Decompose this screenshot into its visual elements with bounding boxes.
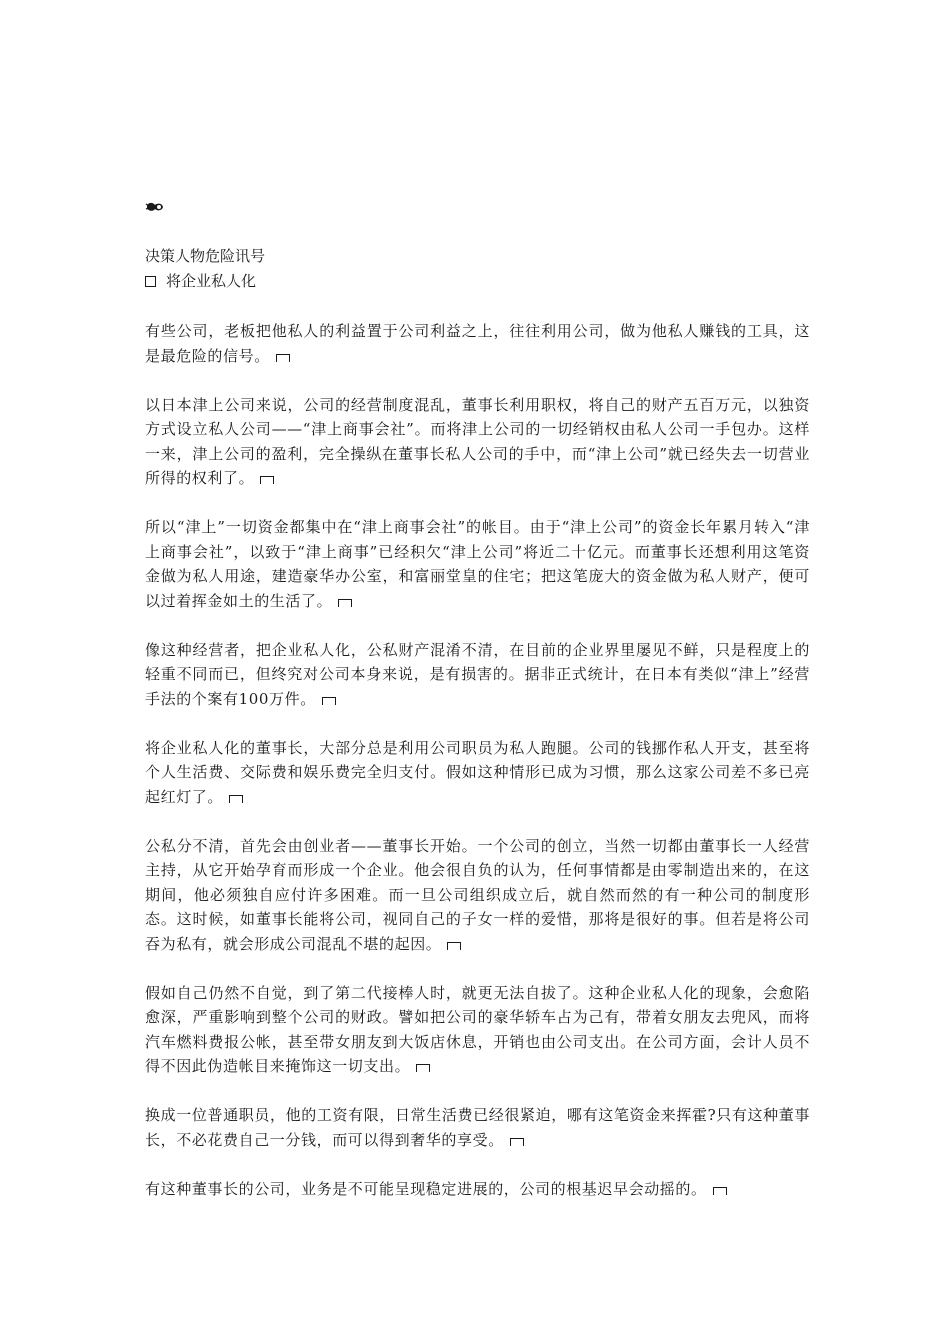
subheading-text: 将企业私人化 [166,272,257,290]
paragraph: 所以“津上”一切资金都集中在“津上商事会社”的帐目。由于“津上公司”的资金长年累月转入“津上商事会社”，以致于“津上商事”已经积欠“津上公司”将近二十亿元。而董事长还想利用这笔资金做为私人用途，建造豪华办公室，和富丽堂皇的住宅；把这笔庞大的资金做为私人财产，便可以过着挥金如土的生活了。 [145,518,810,610]
paragraph: 有些公司，老板把他私人的利益置于公司利益之上，往往利用公司，做为他私人赚钱的工具，这是最危险的信号。 [145,322,810,365]
checkbox-icon [145,276,156,287]
ornament-icon [145,200,165,214]
paragraph-mark-icon [447,942,461,950]
paragraph-mark-icon [276,354,290,362]
paragraph: 以日本津上公司来说，公司的经营制度混乱，董事长利用职权，将自己的财产五百万元，以独资方式设立私人公司——“津上商事会社”。而将津上公司的一切经销权由私人公司一手包办。这样一来，津上公司的盈利，完全操纵在董事长私人公司的手中，而“津上公司”就已经失去一切营业所得的权利了。 [145,395,810,487]
paragraph-mark-icon [338,599,352,607]
paragraph-mark-icon [260,476,274,484]
paragraph: 公私分不清，首先会由创业者——董事长开始。一个公司的创立，当然一切都由董事长一人经营主持，从它开始孕育而形成一个企业。他会很自负的认为，任何事情都是由零制造出来的，在这期间，他必须独自应付许多困难。而一旦公司组织成立后，就自然而然的有一种公司的制度形态。这时候，如董事长能将公司，视同自己的子女一样的爱惜，那将是很好的事。但若是将公司吞为私有，就会形成公司混乱不堪的起因。 [145,836,810,953]
document-heading: 决策人物危险讯号 [145,247,266,265]
paragraph-mark-icon [416,1064,430,1072]
paragraph-mark-icon [713,1187,727,1195]
paragraph: 假如自己仍然不自觉，到了第二代接棒人时，就更无法自拔了。这种企业私人化的现象，会愈陷愈深，严重影响到整个公司的财政。譬如把公司的豪华轿车占为己有，带着女朋友去兜风，而将汽车燃料费报公帐，甚至带女朋友到大饭店休息，开销也由公司支出。在公司方面，会计人员不得不因此伪造帐目来掩饰这一切支出。 [145,983,810,1075]
paragraph: 将企业私人化的董事长，大部分总是利用公司职员为私人跑腿。公司的钱挪作私人开支，甚至将个人生活费、交际费和娱乐费完全归支付。假如这种情形已成为习惯，那么这家公司差不多已亮起红灯了。 [145,738,810,806]
document-subheading [145,269,810,294]
paragraph-mark-icon [322,697,336,705]
paragraph: 像这种经营者，把企业私人化，公私财产混淆不清，在目前的企业界里屡见不鲜，只是程度上的轻重不同而已，但终究对公司本身来说，是有损害的。据非正式统计，在日本有类似“津上”经营手法的个案有100万件。 [145,640,810,708]
document-page [145,200,810,1226]
paragraph-mark-icon [510,1138,524,1146]
paragraph: 有这种董事长的公司，业务是不可能呈现稳定进展的，公司的根基迟早会动摇的。 [145,1177,810,1202]
paragraph: 换成一位普通职员，他的工资有限，日常生活费已经很紧迫，哪有这笔资金来挥霍?只有这种董事长，不必花费自己一分钱，而可以得到奢华的享受。 [145,1106,810,1149]
paragraph-mark-icon [229,795,243,803]
